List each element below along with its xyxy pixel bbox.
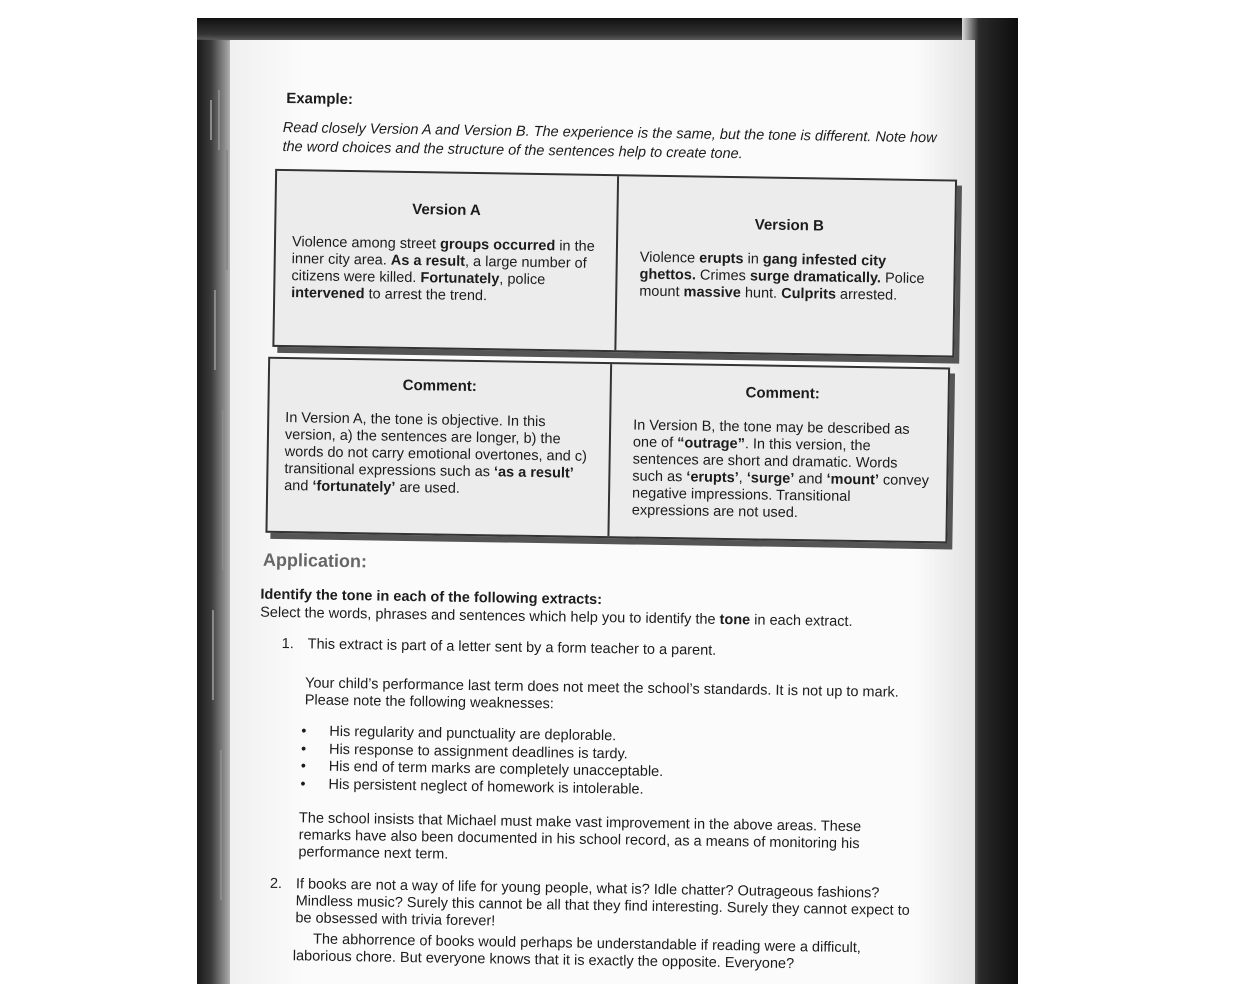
text-run: in each extract.: [750, 612, 853, 630]
version-b-text: [639, 250, 938, 306]
example-label: Example:: [286, 90, 354, 109]
text-run: . In this version, the sentences are short and dramatic. Words such as: [632, 436, 898, 486]
bold-run: erupts: [699, 250, 744, 268]
bold-run: intervened: [291, 285, 365, 303]
bold-run: ‘mount’: [826, 471, 880, 489]
question-1-number: 1.: [281, 636, 294, 653]
bold-run: ‘erupts’: [686, 469, 739, 487]
question-1-paragraph-1: Your child’s performance last term does not meet the school’s standards. It is not up to mark. Please note the following weaknesses:: [304, 675, 899, 713]
bold-run: Culprits: [781, 285, 837, 303]
bold-run: massive: [683, 284, 741, 302]
comment-b-cell: [609, 364, 948, 541]
text-run: and: [794, 471, 827, 488]
text-run: In Version B, the tone may be described as one of: [632, 417, 910, 452]
text-run: Police mount: [639, 270, 925, 301]
bold-run: ‘as a result’: [493, 464, 574, 482]
question-2-number: 2.: [269, 875, 283, 893]
bold-run: ‘surge’: [746, 470, 795, 488]
version-a-cell: [274, 171, 617, 350]
application-heading: Application:: [262, 549, 368, 572]
version-a-title: Version A: [412, 201, 481, 220]
bold-run: Fortunately: [420, 270, 500, 288]
text-run: , police: [499, 271, 546, 289]
comment-a-title: Comment:: [402, 376, 477, 396]
bold-run: surge dramatically.: [749, 268, 882, 287]
text-run: hunt.: [740, 285, 782, 302]
bold-run: gang infested city ghettos.: [639, 251, 887, 284]
comment-a-cell: [267, 359, 610, 536]
bold-run: As a result: [390, 252, 466, 270]
question-1-paragraph-2: The school insists that Michael must make vast improvement in the above areas. These remarks have also been documented in his school record, as a means of monitoring his performance next term.: [298, 810, 862, 863]
text-run: Select the words, phrases and sentences which help you to identify the: [260, 604, 720, 628]
comment-b-title: Comment:: [745, 384, 820, 403]
application-instruction-bold: Identify the tone in each of the following extracts:: [260, 586, 603, 609]
text-run: Violence among street: [291, 234, 441, 253]
text-run: in: [743, 251, 763, 268]
version-b-title: Version B: [754, 216, 825, 235]
text-run: , a large number of citizens were killed.: [291, 253, 587, 287]
text-run: Crimes: [695, 267, 751, 285]
version-b-cell: [616, 176, 955, 355]
version-a-text: [291, 234, 600, 307]
question-1-bullet-list: [300, 723, 664, 799]
question-2-paragraph-2: The abhorrence of books would perhaps be understandable if reading were a difficult, laborious chore. But everyone knows that it is exactly the opposite. Everyone?: [292, 931, 861, 973]
bold-run: “outrage”: [677, 435, 746, 453]
comment-a-text: [284, 410, 593, 500]
text-run: In Version A, the tone is objective. In this version, a) the sentences are longer, b) the words do not carry emotional overtones, and c) transitional expressions such as: [284, 410, 588, 481]
comments-table: [265, 357, 950, 544]
question-1-lead: This extract is part of a letter sent by a form teacher to a parent.: [307, 636, 717, 659]
list-item: • His response to assignment deadlines is tardy.: [301, 741, 664, 764]
versions-table: [272, 169, 957, 358]
text-run: convey negative impressions. Transitional expressions are not used.: [631, 472, 930, 522]
text-run: arrested.: [835, 286, 898, 304]
list-item: • His persistent neglect of homework is intolerable.: [300, 776, 663, 799]
text-run: Violence: [639, 249, 700, 267]
list-item: • His end of term marks are completely unacceptable.: [301, 758, 664, 781]
text-run: are used.: [395, 479, 461, 497]
list-item: • His regularity and punctuality are deplorable.: [301, 723, 664, 746]
comment-b-text: [632, 418, 932, 525]
text-run: ,: [738, 470, 747, 487]
bold-run: ‘fortunately’: [312, 478, 396, 496]
bold-run: groups occurred: [439, 236, 556, 255]
example-intro: Read closely Version A and Version B. The experience is the same, but the tone is different. Note how the word choices and the structure of the sentences help to create tone.: [282, 119, 937, 163]
bold-run: tone: [719, 611, 751, 629]
text-run: and: [284, 478, 313, 495]
question-2-paragraph-1: If books are not a way of life for young people, what is? Idle chatter? Outrageous fashions? Mindless music? Surely this cannot be all that they find interesting. Surely they cannot expect to be obsessed with trivia forever!: [295, 876, 910, 930]
text-run: to arrest the trend.: [364, 286, 488, 305]
application-instruction: [260, 605, 853, 630]
text-run: in the inner city area.: [291, 238, 595, 269]
